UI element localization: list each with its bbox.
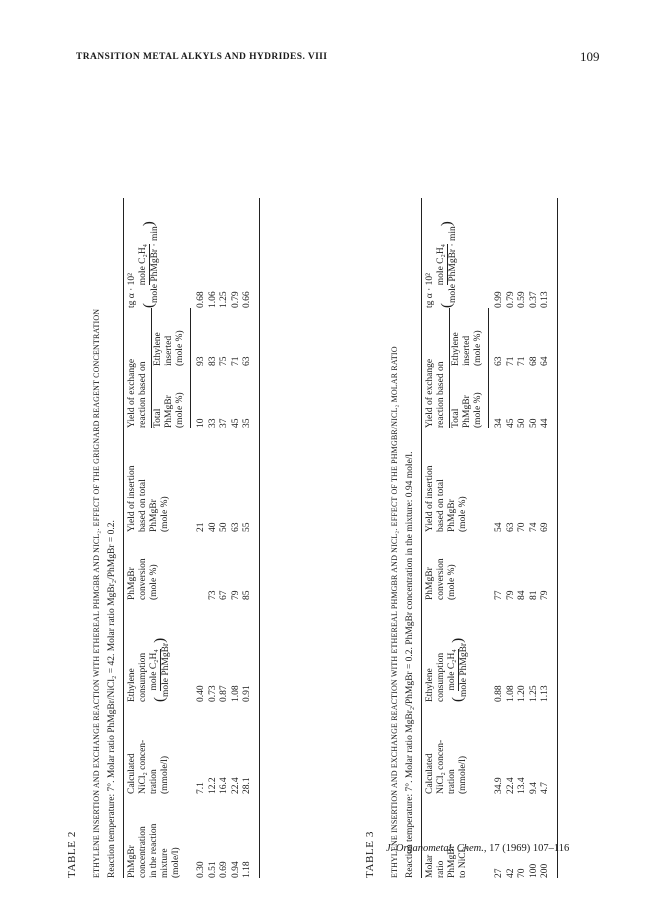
table-cell: 69 bbox=[540, 428, 557, 532]
table-cell: 50 bbox=[517, 418, 527, 428]
table-2-label: TABLE 2 bbox=[66, 830, 78, 878]
t2-head-col4: PhMgBr conversion (mole %) bbox=[124, 532, 191, 600]
table-cell: 45 bbox=[230, 418, 241, 428]
table-cell: 27 bbox=[493, 868, 504, 878]
table-cell: 21 bbox=[195, 522, 206, 532]
table-cell: 12.2 bbox=[207, 777, 218, 794]
table-cell: 0.51 bbox=[207, 861, 218, 878]
table-cell: 81 bbox=[528, 590, 539, 600]
table-cell: 0.30 bbox=[195, 861, 206, 878]
table-cell: 1.20 bbox=[517, 685, 527, 702]
table-cell: 13.4 bbox=[517, 777, 527, 794]
table-cell: 83 bbox=[207, 356, 218, 366]
table-3-conditions: Reaction temperature: 7°. Molar ratio MgBr₂/PhMgBr = 0.2. PhMgBr concentration in the mixture: 0.94 mole/l. bbox=[405, 451, 415, 878]
table-cell: 7.1 bbox=[195, 782, 206, 794]
t3-head-col4: PhMgBr conversion (mole %) bbox=[422, 532, 489, 600]
t2-head-col5: Yield of insertion based on total PhMgBr (mole %) bbox=[124, 428, 191, 532]
table-2-block bbox=[66, 78, 260, 878]
table-cell: 74 bbox=[528, 522, 539, 532]
t2-head-col6a: Total PhMgBr (mole %) bbox=[152, 366, 191, 428]
table-3-caption: ETHYLENE INSERTION AND EXCHANGE REACTION WITH ETHEREAL PHMGBR AND NICL₂. EFFECT OF THE PHMGBR/NICL₂ MOLAR RATIO bbox=[390, 346, 399, 878]
running-title: TRANSITION METAL ALKYLS AND HYDRIDES. VIII bbox=[76, 52, 328, 62]
table-row bbox=[529, 198, 541, 878]
table-cell: 35 bbox=[242, 366, 259, 428]
journal-footer bbox=[386, 843, 569, 854]
table-row bbox=[191, 198, 208, 878]
table-row bbox=[489, 198, 506, 878]
table-2-caption: ETHYLENE INSERTION AND EXCHANGE REACTION WITH ETHEREAL PHMGBR AND NICL₂. EFFECT OF THE GRIGNARD REAGENT CONCENTRATION bbox=[92, 308, 101, 878]
t3-head-col7: tg α · 10² (mole C₂H₄ mole PhMgBr · min) bbox=[422, 198, 489, 308]
table-cell: 50 bbox=[219, 522, 229, 532]
table-cell: 67 bbox=[219, 590, 229, 600]
table-cell: 71 bbox=[230, 356, 241, 366]
t2-head-col2: Calculated NiCl₂ concen- tration (mmole/l) bbox=[124, 702, 191, 794]
table-cell: 0.94 bbox=[230, 861, 241, 878]
table-cell: 1.13 bbox=[540, 600, 557, 702]
table-cell: 75 bbox=[219, 356, 229, 366]
table-cell: 16.4 bbox=[219, 777, 229, 794]
table-cell: 63 bbox=[230, 522, 241, 532]
table-cell: 70 bbox=[517, 522, 527, 532]
table-cell: 1.25 bbox=[528, 685, 539, 702]
table-cell: 4.7 bbox=[540, 702, 557, 794]
table-3-label: TABLE 3 bbox=[364, 830, 376, 878]
t2-body bbox=[191, 198, 260, 878]
table-cell: 50 bbox=[528, 418, 539, 428]
table-cell: 73 bbox=[207, 590, 218, 600]
journal-volume: 17 (1969) 107–116 bbox=[489, 843, 570, 854]
table-cell: 100 bbox=[528, 863, 539, 878]
table-cell: 1.08 bbox=[230, 685, 241, 702]
table-cell: 0.79 bbox=[505, 291, 516, 308]
page-number: 109 bbox=[580, 49, 600, 64]
rotated-tables bbox=[66, 78, 626, 878]
table-row bbox=[208, 198, 220, 878]
table-cell: 1.08 bbox=[505, 685, 516, 702]
table-cell: 1.25 bbox=[219, 291, 229, 308]
running-header bbox=[0, 49, 672, 70]
table-cell: 0.79 bbox=[230, 291, 241, 308]
table-cell: 0.68 bbox=[195, 291, 206, 308]
t2-head-col1: PhMgBr concentration in the reaction mixture (mole/l) bbox=[124, 794, 191, 878]
table-cell: 93 bbox=[196, 356, 206, 366]
table-cell: 34.9 bbox=[493, 777, 504, 794]
table-cell: 71 bbox=[505, 356, 516, 366]
table-cell: 54 bbox=[493, 522, 504, 532]
t2-head-col6b: Ethylene inserted (mole %) bbox=[152, 308, 191, 366]
table-cell: 28.1 bbox=[242, 702, 259, 794]
t3-head-col6b: Ethylene inserted (mole %) bbox=[450, 308, 489, 366]
table-cell: 55 bbox=[242, 428, 259, 532]
t3-head-col5: Yield of insertion based on total PhMgBr (mole %) bbox=[422, 428, 489, 532]
table-cell: 79 bbox=[540, 532, 557, 600]
table-cell: 64 bbox=[540, 308, 557, 366]
table-cell: 0.87 bbox=[219, 685, 229, 702]
table-cell: 70 bbox=[517, 868, 527, 878]
table-row bbox=[517, 198, 529, 878]
t3-body bbox=[489, 198, 558, 878]
table-cell: 0.73 bbox=[207, 685, 218, 702]
table-cell: 85 bbox=[242, 532, 259, 600]
table-cell: 0.66 bbox=[242, 198, 259, 308]
t3-head-col2: Calculated NiCl₂ concen- tration (mmole/l) bbox=[422, 702, 489, 794]
table-row bbox=[231, 198, 243, 878]
table-cell: 22.4 bbox=[505, 777, 516, 794]
t2-head-col6: Yield of exchange reaction based on bbox=[124, 308, 152, 428]
table-3-block bbox=[364, 78, 558, 878]
table-cell: 79 bbox=[230, 590, 241, 600]
table-cell: 0.40 bbox=[195, 685, 206, 702]
table-2-conditions: Reaction temperature: 7°. Molar ratio PhMgBr/NiCl₂ = 42. Molar ratio MgBr₂/PhMgBr = 0.2. bbox=[107, 520, 117, 878]
table-cell: 45 bbox=[505, 418, 516, 428]
table-cell: 200 bbox=[540, 794, 557, 878]
table-cell: 42 bbox=[505, 868, 516, 878]
table-cell: 79 bbox=[505, 590, 516, 600]
table-cell: 9.4 bbox=[528, 782, 539, 794]
table-cell: 0.59 bbox=[517, 291, 527, 308]
table-cell: 77 bbox=[493, 590, 504, 600]
table-cell bbox=[191, 532, 208, 600]
table-cell: 1.06 bbox=[207, 291, 218, 308]
table-cell: 44 bbox=[540, 366, 557, 428]
table-cell: 0.88 bbox=[493, 685, 504, 702]
table-cell: 84 bbox=[517, 590, 527, 600]
table-cell: 68 bbox=[528, 356, 539, 366]
table-cell: 37 bbox=[219, 418, 229, 428]
table-row bbox=[219, 198, 231, 878]
table-cell: 10 bbox=[196, 418, 206, 428]
table-2 bbox=[123, 198, 260, 878]
table-row bbox=[540, 198, 557, 878]
t3-head-col6: Yield of exchange reaction based on bbox=[422, 308, 450, 428]
table-cell: 0.91 bbox=[242, 600, 259, 702]
table-cell: 63 bbox=[242, 308, 259, 366]
table-cell: 34 bbox=[494, 418, 504, 428]
table-cell: 0.13 bbox=[540, 198, 557, 308]
table-3 bbox=[421, 198, 558, 878]
t2-head-col3: Ethylene consumption (mole C₂H₄ mole PhMgBr) bbox=[124, 600, 191, 702]
table-cell: 0.69 bbox=[219, 861, 229, 878]
table-cell: 63 bbox=[494, 356, 504, 366]
journal-name: J. Organometal. Chem., bbox=[386, 843, 487, 854]
table-cell: 40 bbox=[207, 522, 218, 532]
table-row bbox=[242, 198, 259, 878]
table-cell: 0.99 bbox=[493, 291, 504, 308]
table-cell: 63 bbox=[505, 522, 516, 532]
table-cell: 33 bbox=[207, 418, 218, 428]
t3-head-col6a: Total PhMgBr (mole %) bbox=[450, 366, 489, 428]
table-cell: 22.4 bbox=[230, 777, 241, 794]
table-cell: 71 bbox=[517, 356, 527, 366]
t3-head-col3: Ethylene consumption (mole C₂H₄ mole PhMgBr) bbox=[422, 600, 489, 702]
t3-head-col1: Molar ratio PhMgBr to NiCl₂ bbox=[422, 794, 489, 878]
table-cell: 1.18 bbox=[242, 794, 259, 878]
table-row bbox=[506, 198, 518, 878]
table-cell: 0.37 bbox=[528, 291, 539, 308]
t2-head-col7: tg α · 10² (mole C₂H₄ mole PhMgBr · min) bbox=[124, 198, 191, 308]
